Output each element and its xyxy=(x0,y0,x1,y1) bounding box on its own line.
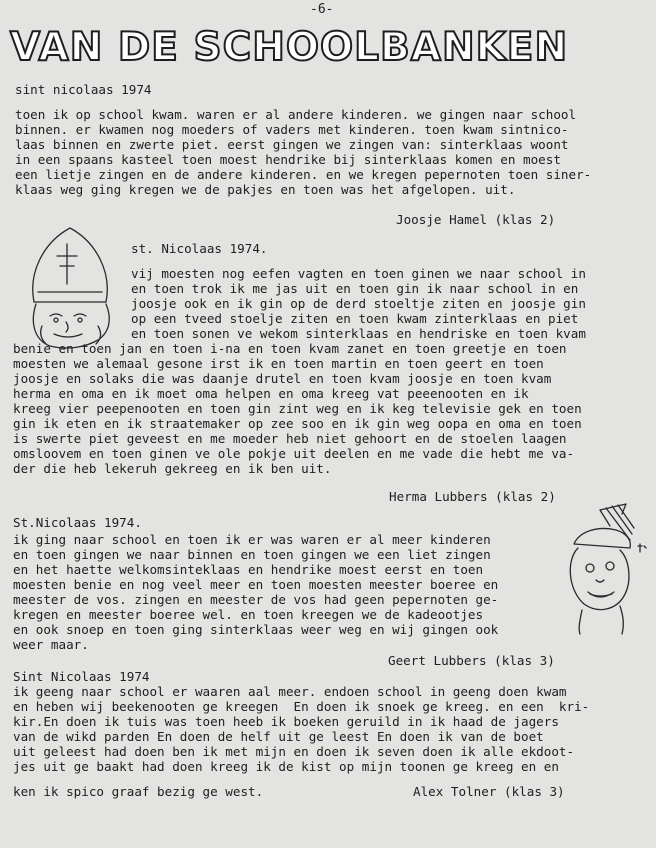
page-title: VAN DE SCHOOLBANKEN xyxy=(10,25,569,70)
story-line: uit geleest had doen ben ik met mijn en doen ik seven doen ik alle ekdoot- xyxy=(13,744,575,759)
story-line: in een spaans kasteel toen moest hendrike bij sinterklaas komen en moest xyxy=(15,152,561,167)
story-heading: st. Nicolaas 1974. xyxy=(131,241,268,256)
story-line: meester de vos. zingen en meester de vos had geen pepernoten ge- xyxy=(13,592,499,607)
story-heading: sint nicolaas 1974 xyxy=(15,82,152,97)
story-line: kir.En doen ik tuis was toen heeb ik boeken geruild in ik haad de jagers xyxy=(13,714,559,729)
story-line: moesten we alemaal gesone irst ik en toen martin en toen geert en toen xyxy=(13,356,544,371)
story-line: jes uit ge baakt had doen kreeg ik de kist op mijn toonen ge kreeg en en xyxy=(13,759,559,774)
story-line: en toen trok ik me jas uit en toen gin ik naar school in en xyxy=(131,281,579,296)
story-line: en het haette welkomsinteklaas en hendrike moest eerst en toen xyxy=(13,562,484,577)
story-line: kregen en meester boeree wel. en toen kreegen we de kadeootjes xyxy=(13,607,484,622)
story-signature: Joosje Hamel (klas 2) xyxy=(396,212,556,227)
story-line: benie en toen jan en toen i-na en toen kvam zanet en toen greetje en toen xyxy=(13,341,567,356)
story-line: vij moesten nog eefen vagten en toen ginen we naar school in xyxy=(131,266,586,281)
story-line: is swerte piet geveest en me moeder heb niet gehoort en de stoelen laagen xyxy=(13,431,567,446)
story-line: herma en oma en ik moet oma helpen en oma kreeg vat peeenooten en ik xyxy=(13,386,529,401)
story-signature: Geert Lubbers (klas 3) xyxy=(388,653,555,668)
story-line: binnen. er kwamen nog moeders of vaders met kinderen. toen kwam sintnico- xyxy=(15,122,569,137)
story-signature: Alex Tolner (klas 3) xyxy=(413,784,565,799)
story-line: van de wikd parden En doen de helf uit ge leest En doen ik van de boet xyxy=(13,729,544,744)
story-line: toen ik op school kwam. waren er al andere kinderen. we gingen naar school xyxy=(15,107,577,122)
story-line: een lietje zingen en de andere kinderen. en we kregen pepernoten toen siner- xyxy=(15,167,592,182)
story-line: kreeg vier peepenooten en toen gin zint weg en ik keg televisie gek en toen xyxy=(13,401,582,416)
story-line: laas binnen en zwerte piet. eerst gingen we zingen van: sinterklaas woont xyxy=(15,137,569,152)
story-line: omsloovem en toen ginen ve ole pokje uit deelen en me vade die hebt me va- xyxy=(13,446,575,461)
story-line: moesten benie en nog veel meer en toen moesten meester boeree en xyxy=(13,577,499,592)
sinterklaas-drawing-icon xyxy=(14,222,126,350)
story-line: weer maar. xyxy=(13,637,89,652)
story-line: ken ik spico graaf bezig ge west. xyxy=(13,784,264,799)
story-line: en ook snoep en toen ging sinterklaas weer weg en wij gingen ook xyxy=(13,622,499,637)
story-line: en toen sonen ve wekom sinterklaas en hendriske en toen kvam xyxy=(131,326,586,341)
story-line: op een tveed stoelje ziten en toen kwam zinterklaas en piet xyxy=(131,311,579,326)
story-line: der die heb lekeruh gekreeg en ik ben uit. xyxy=(13,461,332,476)
story-line: klaas weg ging kregen we de pakjes en toen was het afgelopen. uit. xyxy=(15,182,516,197)
story-line: en toen gingen we naar binnen en toen gingen we een liet zingen xyxy=(13,547,491,562)
zwarte-piet-drawing-icon xyxy=(560,500,650,635)
story-line: joosje en solaks die was daanje drutel en toen kvam joosje en toen kvam xyxy=(13,371,552,386)
story-line: ik geeng naar school er waaren aal meer. endoen school in geeng doen kwam xyxy=(13,684,567,699)
story-line: joosje ook en ik gin op de derd stoeltje ziten en joosje gin xyxy=(131,296,586,311)
story-line: gin ik eten en ik straatemaker op zee soo en ik gin weg oopa en oma en toen xyxy=(13,416,582,431)
story-line: en heben wij beekenooten ge kreegen En doen ik snoek ge kreeg. en een kri- xyxy=(13,699,590,714)
page-number: -6- xyxy=(310,2,334,17)
story-heading: Sint Nicolaas 1974 xyxy=(13,669,150,684)
story-signature: Herma Lubbers (klas 2) xyxy=(389,489,556,504)
story-heading: St.Nicolaas 1974. xyxy=(13,515,142,530)
story-line: ik ging naar school en toen ik er was waren er al meer kinderen xyxy=(13,532,491,547)
